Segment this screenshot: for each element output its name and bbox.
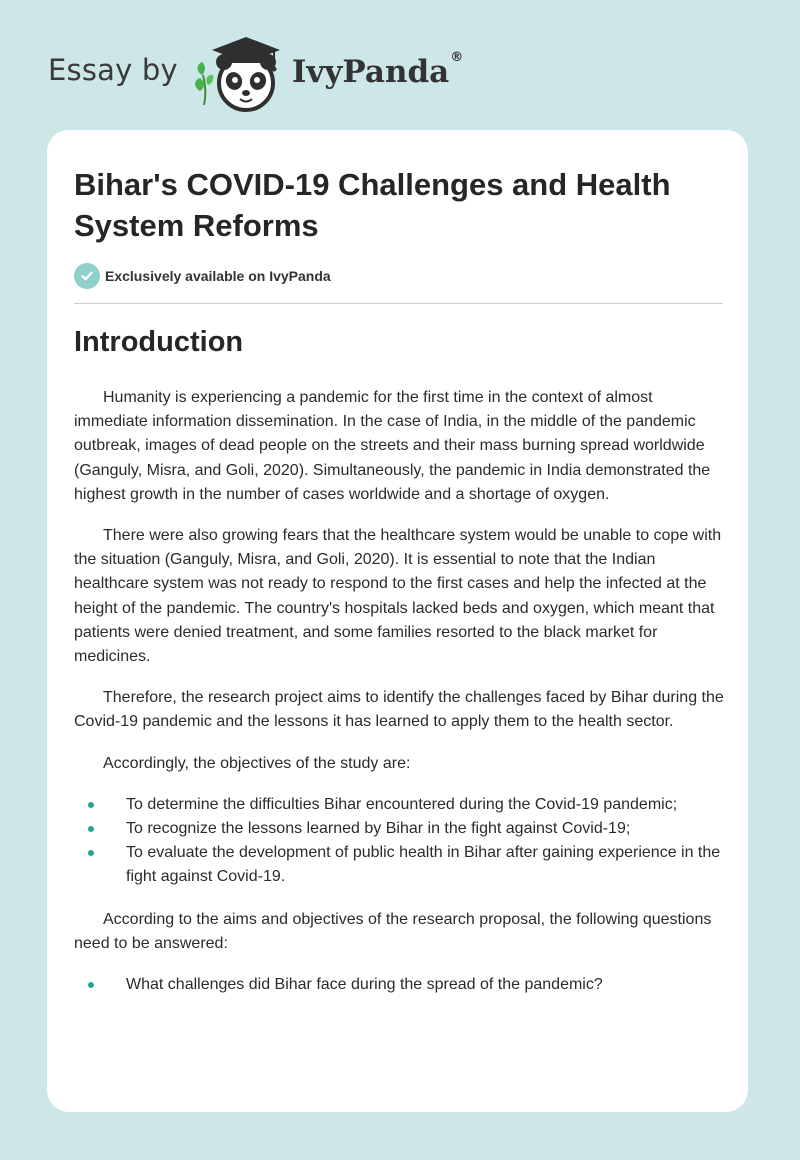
paragraph: According to the aims and objectives of the research proposal, the following questions need to be answered: xyxy=(74,910,712,952)
exclusive-badge xyxy=(74,263,331,289)
section-heading-introduction: Introduction xyxy=(74,326,244,358)
list-item: To evaluate the development of public health in Bihar after gaining experience in the fight against Covid-19. xyxy=(74,841,728,889)
registered-mark: ® xyxy=(450,50,464,65)
divider xyxy=(74,303,723,304)
paragraph: Therefore, the research project aims to identify the challenges faced by Bihar during the Covid-19 pandemic and the lessons it has learned to apply them to the health sector. xyxy=(74,689,724,731)
site-header xyxy=(48,28,463,118)
paragraph: Humanity is experiencing a pandemic for the first time in the context of almost immediate information dissemination. In the case of India, in the middle of the pandemic outbreak, images of dead people on the streets and their mass burning spread worldwide (Ganguly, Misra, and Goli, 2020). Simultaneously, the pandemic in India demonstrated the highest growth in the number of cases worldwide and a shortage of oxygen. xyxy=(74,389,711,503)
essay-body xyxy=(74,386,728,1015)
brand-prefix: Essay by xyxy=(48,53,178,87)
list-item: To determine the difficulties Bihar encountered during the Covid-19 pandemic; xyxy=(74,793,728,817)
paragraph: Accordingly, the objectives of the study are: xyxy=(103,754,411,772)
objectives-list xyxy=(74,793,728,890)
essay-title: Bihar's COVID-19 Challenges and Health System Reforms xyxy=(74,167,671,243)
exclusive-badge-text: Exclusively available on IvyPanda xyxy=(105,268,331,284)
questions-list xyxy=(74,973,728,997)
brand-name[interactable]: IvyPanda® xyxy=(291,50,464,90)
essay-card xyxy=(47,130,748,1112)
list-item: To recognize the lessons learned by Bihar in the fight against Covid-19; xyxy=(74,817,728,841)
panda-logo-icon[interactable] xyxy=(194,31,290,115)
checkmark-icon xyxy=(74,263,100,289)
paragraph: There were also growing fears that the healthcare system would be unable to cope with the situation (Ganguly, Misra, and Goli, 2020). It is essential to note that the Indian healthcare system was not ready to respond to the first cases and help the infected at the height of the pandemic. The country's hospitals lacked beds and oxygen, which meant that patients were denied treatment, and some families resorted to the black market for medicines. xyxy=(74,527,722,666)
list-item: What challenges did Bihar face during the spread of the pandemic? xyxy=(74,973,728,997)
